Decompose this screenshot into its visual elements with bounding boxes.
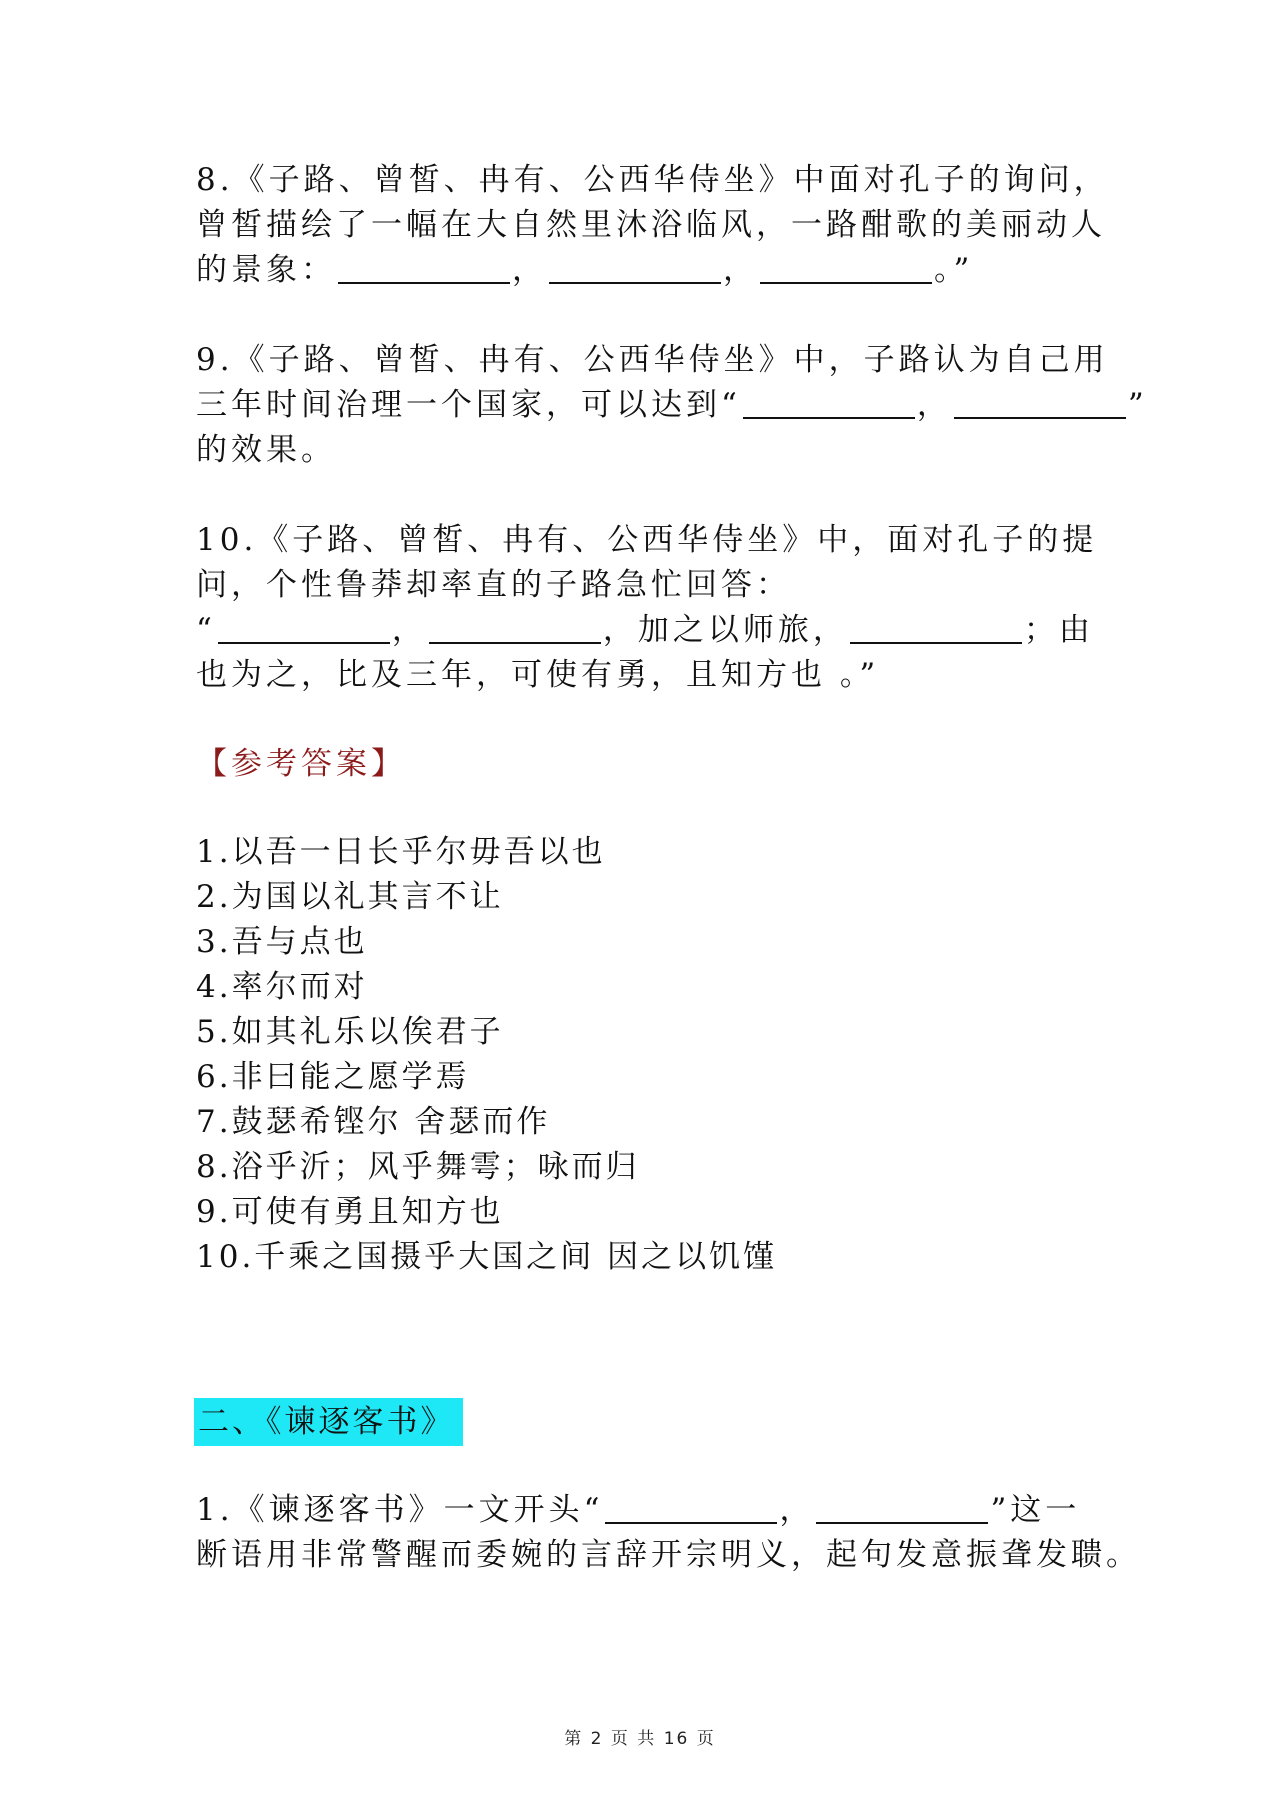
question-10-line-3	[196, 608, 1097, 653]
answer-item: 5.如其礼乐以俟君子	[196, 1014, 504, 1050]
answer-item: 4.率尔而对	[196, 969, 368, 1005]
answer-item: 7.鼓瑟希铿尔 舍瑟而作	[196, 1104, 551, 1140]
section-question-1-line-1-end: ”这一	[990, 1492, 1081, 1528]
answer-list	[196, 830, 777, 1280]
reference-answers-title: 【参考答案】	[196, 746, 406, 782]
question-10-line-2: 问，个性鲁莽却率直的子路急忙回答：	[196, 567, 791, 603]
section-question-1-line-1	[196, 1488, 1141, 1533]
answer-item: 3.吾与点也	[196, 924, 368, 960]
comma: ，	[512, 252, 547, 288]
question-9-line-1: 9.《子路、曾皙、冉有、公西华侍坐》中，子路认为自己用	[196, 342, 1109, 378]
answer-blank[interactable]	[429, 612, 601, 644]
question-10-line-3-end: ；由	[1023, 612, 1094, 648]
section-heading: 二、《谏逐客书》	[194, 1398, 463, 1446]
question-9-line-3: 的效果。	[196, 432, 336, 468]
question-10-mid: ，加之以师旅，	[602, 612, 848, 648]
answer-item: 6.非曰能之愿学焉	[196, 1059, 470, 1095]
answer-blank[interactable]	[850, 612, 1022, 644]
closing-quote: ”	[1127, 387, 1148, 423]
comma: ，	[391, 612, 427, 648]
comma: ，	[916, 387, 952, 423]
comma: ，	[779, 1492, 815, 1528]
answer-blank[interactable]	[218, 612, 390, 644]
answer-blank[interactable]	[549, 252, 721, 284]
question-8-line-1: 8.《子路、曾皙、冉有、公西华侍坐》中面对孔子的询问，	[196, 162, 1109, 198]
opening-quote: “	[196, 612, 216, 648]
question-8-line-2: 曾皙描绘了一幅在大自然里沐浴临风，一路酣歌的美丽动人	[196, 207, 1106, 243]
question-10-line-1: 10.《子路、曾皙、冉有、公西华侍坐》中，面对孔子的提	[196, 522, 1098, 558]
answer-blank[interactable]	[760, 252, 932, 284]
answer-item: 2.为国以礼其言不让	[196, 879, 504, 915]
section-question-1-line-2: 断语用非常警醒而委婉的言辞开宗明义，起句发意振聋发聩。	[196, 1537, 1141, 1573]
answer-item: 10.千乘之国摄乎大国之间 因之以饥馑	[196, 1239, 778, 1275]
answer-blank[interactable]	[338, 252, 510, 284]
question-8-line-3	[196, 248, 1109, 293]
question-9-line-2	[196, 383, 1148, 428]
answer-blank[interactable]	[743, 387, 915, 419]
question-10-line-4: 也为之，比及三年，可使有勇，且知方也 。”	[196, 657, 880, 693]
page-footer: 第 2 页 共 16 页	[564, 1729, 716, 1749]
question-9	[196, 338, 1148, 473]
answer-blank[interactable]	[954, 387, 1126, 419]
question-9-line-2-start: 三年时间治理一个国家，可以达到“	[196, 387, 741, 423]
question-10	[196, 518, 1097, 698]
answer-item: 1.以吾一日长乎尔毋吾以也	[196, 834, 606, 870]
comma: ，	[723, 252, 758, 288]
section-question-1	[196, 1488, 1141, 1578]
question-8-end: 。”	[934, 252, 974, 288]
answer-item: 9.可使有勇且知方也	[196, 1194, 504, 1230]
question-8-line-3-start: 的景象：	[196, 252, 336, 288]
answer-item: 8.浴乎沂；风乎舞雩；咏而归	[196, 1149, 640, 1185]
answer-blank[interactable]	[816, 1492, 988, 1524]
question-8	[196, 158, 1109, 293]
section-question-1-start: 1.《谏逐客书》一文开头“	[196, 1492, 604, 1528]
answer-blank[interactable]	[605, 1492, 777, 1524]
